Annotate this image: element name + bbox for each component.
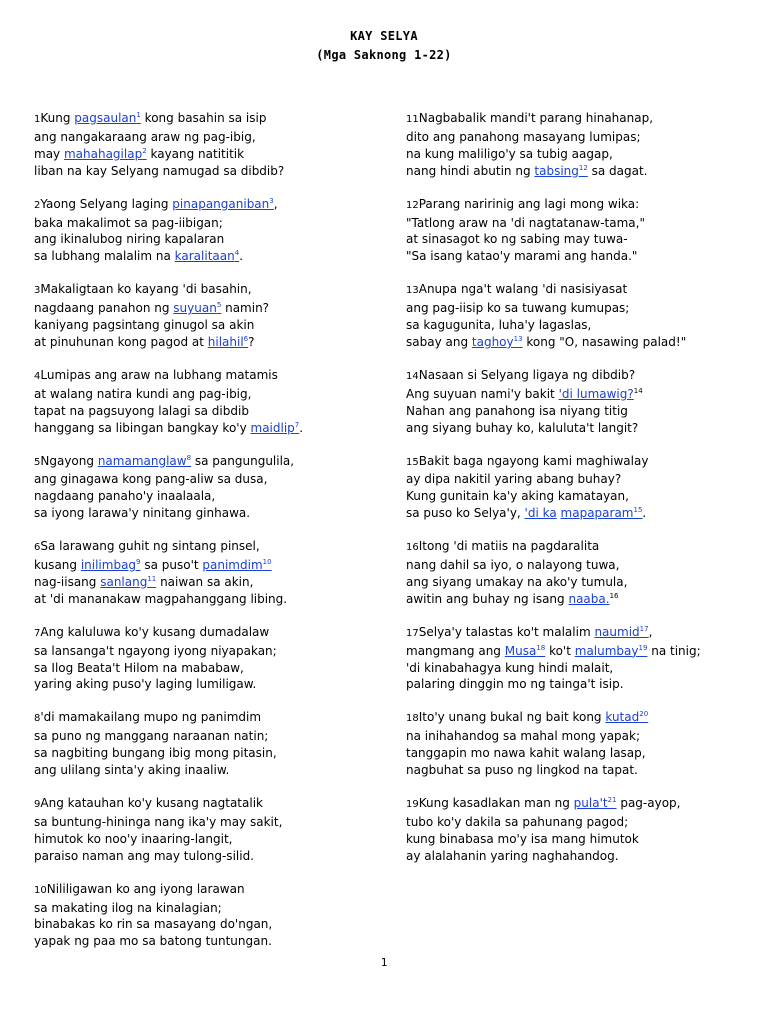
verse-text: tanggapin mo nawa kahit walang lasap,: [406, 746, 646, 761]
verse-text: binabakas ko rin sa masayang do'ngan,: [34, 917, 273, 932]
verse-text: ang pag-iisip ko sa tuwang kumupas;: [406, 301, 630, 316]
verse-text: nang dahil sa iyo, o nalayong tuwa,: [406, 558, 620, 573]
verse-line: [406, 557, 736, 574]
footnote-ref: 3: [269, 196, 274, 205]
glossary-link[interactable]: [202, 558, 271, 572]
verse-text: Yaong Selyang laging: [40, 196, 173, 211]
verse-line: [406, 624, 736, 643]
verse-text: hanggang sa libingan bangkay ko'y: [34, 420, 251, 435]
glossary-link[interactable]: [208, 335, 248, 349]
verse-text: at pinuhunan kong pagod at: [34, 334, 208, 349]
verse-line: [34, 762, 364, 779]
verse-text: 'di kinabahagya kung hindi malait,: [406, 660, 614, 675]
verse-line: [34, 231, 364, 248]
verse-text: Lumipas ang araw na lubhang matamis: [40, 367, 278, 382]
verse-text: Ang katauhan ko'y kusang nagtatalik: [40, 796, 263, 810]
verse-line: [406, 146, 736, 163]
stanza-17: [406, 624, 736, 694]
glossary-link[interactable]: [594, 625, 648, 639]
verse-line: [406, 163, 736, 180]
verse-line: [34, 676, 364, 693]
verse-line: [34, 471, 364, 488]
verse-text: namin?: [221, 301, 270, 316]
verse-text: tubo ko'y dakila sa pahunang pagod;: [406, 814, 629, 829]
verse-text: kaniyang pagsintang ginugol sa akin: [34, 318, 255, 333]
verse-text: sa puno ng manggang naraanan natin;: [34, 729, 269, 744]
verse-text: mangmang ang: [406, 643, 505, 658]
glossary-term: suyuan: [173, 301, 217, 316]
verse-text: sa lansanga't ngayong iyong niyapakan;: [34, 643, 277, 658]
glossary-term: kutad: [605, 710, 640, 725]
glossary-term: pula't: [573, 796, 608, 810]
glossary-term: pagsaulan: [74, 111, 137, 125]
verse-text: sabay ang: [406, 334, 472, 349]
glossary-link[interactable]: [534, 164, 587, 178]
verse-text: sa buntung-hininga nang ika'y may sakit,: [34, 814, 283, 829]
stanza-5: [34, 453, 364, 523]
verse-line: [34, 814, 364, 831]
verse-line: [406, 317, 736, 334]
glossary-term: mahahagilap: [63, 146, 143, 161]
verse-line: [34, 728, 364, 745]
stanza-number: 13: [406, 285, 419, 297]
footnote-ref: 15: [633, 506, 643, 515]
verse-line: [406, 660, 736, 677]
verse-text: kusang: [34, 558, 81, 573]
verse-line: [34, 591, 364, 608]
glossary-link[interactable]: [251, 421, 300, 435]
verse-line: [34, 317, 364, 334]
verse-text: awitin ang buhay ng isang: [406, 591, 569, 606]
verse-text: Sa larawang guhit ng sintang pinsel,: [40, 539, 260, 554]
stanza-number: 14: [406, 370, 419, 382]
verse-line: [406, 300, 736, 317]
stanza-number: 9: [34, 799, 41, 810]
glossary-term: malumbay: [574, 643, 639, 658]
verse-text: Nililigawan ko ang iyong larawan: [46, 881, 245, 896]
stanza-11: [406, 110, 736, 180]
verse-text: "Sa isang katao'y marami ang handa.": [406, 249, 638, 264]
verse-text: Nasaan si Selyang ligaya ng dibdib?: [418, 367, 636, 382]
stanza-6: [34, 538, 364, 608]
verse-text: ang nangakaraang araw ng pag-ibig,: [34, 129, 256, 144]
glossary-link[interactable]: [525, 506, 557, 520]
verse-text: sa Ilog Beata't Hilom na mababaw,: [34, 660, 244, 675]
verse-line: [406, 110, 736, 129]
verse-text: Nahan ang panahong isa niyang titig: [406, 403, 628, 418]
verse-text: Nagbabalik mandi't parang hinahanap,: [418, 111, 654, 125]
verse-text: Selya'y talastas ko't malalim: [418, 624, 595, 639]
verse-text: Ang kaluluwa ko'y kusang dumadalaw: [40, 624, 270, 639]
verse-text: ang ikinalubog niring kapalaran: [34, 232, 225, 247]
footnote-ref: 9: [136, 558, 141, 567]
glossary-term: sanlang: [100, 574, 148, 589]
verse-text: .: [239, 249, 244, 264]
verse-line: [406, 709, 736, 728]
stanza-19: [406, 795, 736, 865]
verse-line: [34, 110, 364, 129]
verse-line: [34, 505, 364, 522]
verse-line: [406, 367, 736, 386]
verse-line: [406, 334, 736, 351]
verse-line: [406, 505, 736, 522]
footnote-ref: 10: [262, 558, 272, 567]
title-block: [0, 28, 768, 64]
verse-text: sa puso't: [140, 558, 203, 573]
verse-line: [34, 900, 364, 917]
footnote-ref: 5: [216, 301, 222, 310]
glossary-link[interactable]: [173, 301, 221, 315]
verse-text: nag-iisang: [34, 574, 101, 589]
glossary-link[interactable]: [100, 575, 156, 589]
stanza-13: [406, 281, 736, 351]
footnote-ref: 7: [294, 420, 300, 429]
verse-text: ang ginagawa kong pang-aliw sa dusa,: [34, 472, 268, 487]
stanza-number: 8: [34, 713, 41, 725]
stanza-7: [34, 624, 364, 694]
stanza-number: 7: [34, 627, 41, 639]
verse-line: [406, 488, 736, 505]
glossary-term: inilimbag: [80, 558, 137, 573]
verse-line: [406, 129, 736, 146]
verse-line: [406, 643, 736, 660]
verse-line: [34, 403, 364, 420]
poem-subtitle: (Mga Saknong 1-22): [316, 48, 452, 62]
stanza-number: 17: [406, 627, 419, 639]
verse-text: ay dipa nakitil yaring abang buhay?: [406, 472, 622, 487]
verse-line: [34, 660, 364, 677]
verse-text: nagdaang panaho'y inaalaala,: [34, 489, 216, 504]
verse-line: [406, 281, 736, 300]
verse-text: tapat na pagsuyong lalagi sa dibdib: [34, 403, 249, 418]
verse-line: [34, 129, 364, 146]
verse-text: ang siyang buhay ko, kaluluta't langit?: [406, 420, 639, 435]
glossary-term: namamanglaw: [97, 453, 187, 468]
verse-text: sa dagat.: [587, 163, 648, 178]
glossary-link[interactable]: [575, 644, 648, 658]
verse-text: Itong 'di matiis na pagdaralita: [418, 539, 600, 554]
glossary-term: karalitaan: [174, 249, 235, 264]
stanza-16: [406, 538, 736, 608]
footnote-ref: 12: [578, 163, 588, 172]
footnote-ref: 4: [234, 249, 240, 258]
stanza-15: [406, 453, 736, 523]
glossary-link[interactable]: [605, 710, 648, 724]
stanza-number: 3: [34, 285, 41, 297]
stanza-8: [34, 709, 364, 779]
footnote-ref: 8: [186, 453, 192, 462]
stanza-number: 10: [34, 884, 47, 896]
verse-line: [34, 248, 364, 265]
verse-line: [406, 795, 736, 814]
verse-text: himutok ko noo'y inaaring-langit,: [34, 831, 233, 846]
verse-line: [34, 557, 364, 574]
verse-text: ,: [273, 196, 278, 211]
verse-text: Kung kasadlakan man ng: [418, 796, 574, 810]
stanza-number: 16: [406, 542, 419, 554]
poem-title: KAY SELYA: [350, 29, 418, 43]
stanza-10: [34, 881, 364, 951]
verse-text: ay alalahanin yaring naghahandog.: [406, 848, 619, 863]
verse-text: na inihahandog sa mahal mong yapak;: [406, 729, 641, 744]
verse-line: [34, 281, 364, 300]
verse-line: [34, 420, 364, 437]
verse-text: nang hindi abutin ng: [406, 163, 535, 178]
verse-line: [34, 538, 364, 557]
verse-line: [406, 848, 736, 865]
verse-text: Anupa nga't walang 'di nasisiyasat: [418, 282, 628, 297]
verse-line: [406, 814, 736, 831]
verse-text: .: [642, 506, 647, 521]
glossary-term: pinapanganiban: [172, 196, 270, 211]
glossary-link[interactable]: [472, 335, 523, 349]
right-column: [406, 110, 736, 881]
verse-text: sa lubhang malalim na: [34, 249, 175, 264]
verse-text: Ito'y unang bukal ng bait kong: [418, 710, 606, 725]
verse-line: [406, 196, 736, 215]
verse-line: [34, 848, 364, 865]
verse-line: [34, 881, 364, 900]
verse-line: [406, 728, 736, 745]
stanza-1: [34, 110, 364, 180]
verse-text: sa pangungulila,: [191, 453, 295, 468]
verse-text: Kung: [40, 111, 75, 125]
footnote-ref: 16: [609, 591, 619, 600]
glossary-term: 'di lumawig?: [558, 386, 634, 401]
verse-line: [406, 403, 736, 420]
footnote-ref: 13: [513, 334, 523, 343]
glossary-link[interactable]: [175, 249, 240, 263]
verse-line: [406, 745, 736, 762]
stanza-number: 15: [406, 456, 419, 468]
verse-line: [34, 453, 364, 472]
verse-line: [34, 574, 364, 591]
stanza-number: 5: [34, 456, 41, 468]
footnote-ref: 17: [639, 624, 649, 633]
glossary-link[interactable]: [561, 506, 643, 520]
verse-line: [34, 146, 364, 163]
verse-line: [406, 420, 736, 437]
verse-text: palaring dinggin mo ng tainga't isip.: [406, 677, 624, 692]
verse-text: Bakit baga ngayong kami maghiwalay: [418, 453, 649, 468]
verse-line: [34, 916, 364, 933]
verse-text: kung binabasa mo'y isa mang himutok: [406, 831, 639, 846]
verse-text: ?: [248, 334, 255, 349]
footnote-ref: 21: [607, 796, 617, 804]
verse-line: [34, 831, 364, 848]
verse-text: sa kagugunita, luha'y lagaslas,: [406, 318, 592, 333]
glossary-link[interactable]: [574, 796, 617, 810]
verse-text: ,: [648, 624, 653, 639]
stanza-12: [406, 196, 736, 266]
footnote-ref: 19: [638, 643, 648, 652]
verse-text: ang siyang umakay na ako'y tumula,: [406, 574, 628, 589]
verse-text: nagdaang panahon ng: [34, 301, 174, 316]
verse-text: ko't: [545, 643, 575, 658]
verse-text: Ang suyuan nami'y bakit: [406, 386, 559, 401]
verse-text: paraiso naman ang may tulong-silid.: [34, 848, 254, 863]
verse-text: kayang natititik: [146, 146, 245, 161]
glossary-link[interactable]: [559, 387, 634, 401]
verse-line: [406, 574, 736, 591]
verse-line: [406, 471, 736, 488]
glossary-term: hilahil: [207, 334, 244, 349]
glossary-term: naaba.: [568, 591, 610, 606]
verse-line: [406, 231, 736, 248]
stanza-number: 2: [34, 199, 41, 211]
verse-line: [34, 196, 364, 215]
page-number: 1: [380, 956, 388, 969]
verse-line: [34, 215, 364, 232]
verse-text: na tinig;: [647, 643, 701, 658]
stanza-9: [34, 795, 364, 865]
verse-text: liban na kay Selyang namugad sa dibdib?: [34, 163, 285, 178]
glossary-link[interactable]: [81, 558, 141, 572]
glossary-link[interactable]: [64, 147, 147, 161]
footnote-ref: 1: [136, 111, 141, 119]
stanza-number: 11: [406, 114, 419, 125]
footnote-ref: 2: [142, 146, 147, 155]
glossary-link[interactable]: [98, 454, 191, 468]
verse-line: [406, 591, 736, 608]
glossary-term: maidlip: [250, 420, 295, 435]
verse-line: [406, 538, 736, 557]
verse-line: [406, 831, 736, 848]
stanza-2: [34, 196, 364, 266]
stanza-number: 4: [34, 370, 41, 382]
glossary-link[interactable]: [568, 592, 609, 606]
glossary-link[interactable]: [74, 111, 141, 125]
verse-text: na kung maliligo'y sa tubig aagap,: [406, 146, 613, 161]
verse-text: ang ulilang sinta'y aking inaaliw.: [34, 763, 230, 778]
verse-text: may: [34, 146, 64, 161]
verse-line: [406, 762, 736, 779]
verse-line: [34, 709, 364, 728]
verse-text: dito ang panahong masayang lumipas;: [406, 129, 641, 144]
verse-text: Kung gunitain ka'y aking kamatayan,: [406, 489, 629, 504]
verse-line: [34, 488, 364, 505]
glossary-link[interactable]: [172, 197, 273, 211]
verse-text: kong "O, nasawing palad!": [522, 334, 687, 349]
footnote-ref: 20: [639, 710, 649, 719]
footnote-ref: 14: [633, 386, 643, 395]
verse-line: [406, 248, 736, 265]
verse-text: sa nagbiting bungang ibig mong pitasin,: [34, 746, 277, 761]
verse-line: [406, 676, 736, 693]
left-column: [34, 110, 364, 966]
glossary-term: tabsing: [534, 163, 579, 178]
stanza-number: 18: [406, 713, 419, 725]
stanza-number: 1: [34, 114, 41, 125]
verse-text: sa puso ko Selya'y,: [406, 506, 525, 521]
glossary-term: Musa: [504, 643, 537, 658]
stanza-number: 12: [406, 199, 419, 211]
stanza-18: [406, 709, 736, 779]
verse-text: .: [299, 420, 304, 435]
verse-line: [34, 334, 364, 351]
footnote-ref: 18: [536, 643, 546, 652]
verse-line: [34, 795, 364, 814]
verse-line: [406, 386, 736, 403]
verse-text: nagbuhat sa puso ng lingkod na tapat.: [406, 763, 638, 778]
stanza-3: [34, 281, 364, 351]
verse-text: yapak ng paa mo sa batong tuntungan.: [34, 934, 272, 949]
glossary-term: naumid: [594, 624, 640, 639]
verse-text: sa makating ilog na kinalagian;: [34, 900, 222, 915]
glossary-term: mapaparam: [560, 506, 634, 521]
verse-line: [34, 163, 364, 180]
stanza-4: [34, 367, 364, 437]
footnote-ref: 6: [243, 334, 249, 343]
verse-text: Ngayong: [40, 453, 98, 468]
verse-line: [34, 367, 364, 386]
verse-line: [406, 453, 736, 472]
verse-text: yaring aking puso'y laging lumiligaw.: [34, 677, 257, 692]
verse-line: [406, 215, 736, 232]
stanza-14: [406, 367, 736, 437]
stanza-number: 6: [34, 542, 41, 554]
verse-text: "Tatlong araw na 'di nagtatanaw-tama,": [406, 215, 645, 230]
verse-text: 'di mamakailang mupo ng panimdim: [40, 710, 262, 725]
verse-line: [34, 745, 364, 762]
glossary-term: 'di ka: [524, 506, 557, 521]
verse-text: at 'di mananakaw magpahanggang libing.: [34, 591, 288, 606]
glossary-term: taghoy: [471, 334, 514, 349]
verse-line: [34, 933, 364, 950]
verse-line: [34, 300, 364, 317]
verse-line: [34, 624, 364, 643]
stanza-number: 19: [406, 799, 419, 810]
verse-text: kong basahin sa isip: [140, 111, 267, 125]
verse-text: Makaligtaan ko kayang 'di basahin,: [40, 282, 252, 297]
glossary-link[interactable]: [505, 644, 546, 658]
verse-line: [34, 386, 364, 403]
verse-line: [34, 643, 364, 660]
verse-text: naiwan sa akin,: [156, 574, 254, 589]
footnote-ref: 11: [147, 574, 157, 583]
verse-text: pag-ayop,: [616, 796, 681, 810]
verse-text: at sinasagot ko ng sabing may tuwa-: [406, 232, 628, 247]
glossary-term: panimdim: [202, 558, 263, 573]
verse-text: sa iyong larawa'y ninitang ginhawa.: [34, 506, 251, 521]
verse-text: baka makalimot sa pag-iibigan;: [34, 215, 223, 230]
verse-text: at walang natira kundi ang pag-ibig,: [34, 386, 252, 401]
verse-text: Parang naririnig ang lagi mong wika:: [418, 196, 640, 211]
